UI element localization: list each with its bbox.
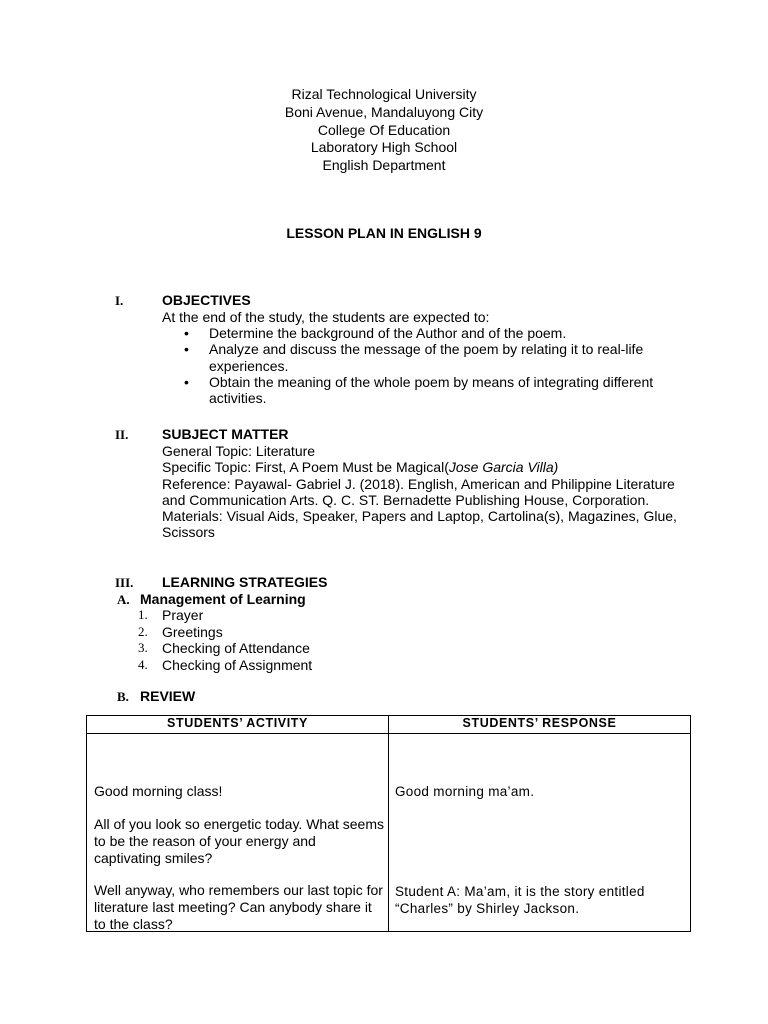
objective-text: Obtain the meaning of the whole poem by means of integrating different activities. <box>209 373 654 407</box>
review-letter: B. <box>117 689 129 704</box>
subject-matter-body <box>162 443 682 541</box>
learning-strategies-heading: LEARNING STRATEGIES <box>162 574 328 590</box>
students-activity-header: STUDENTS’ ACTIVITY <box>87 716 389 734</box>
university-name: Rizal Technological University <box>291 86 477 102</box>
bullet-icon: • <box>184 373 189 390</box>
management-item: 1. Prayer <box>138 607 204 623</box>
students-activity-cell <box>87 734 389 932</box>
school-name: Laboratory High School <box>310 139 458 156</box>
response-line: Student A: Ma’am, it is the story entitled “Charles” by Shirley Jackson. <box>395 884 645 916</box>
management-heading: Management of Learning <box>140 591 306 607</box>
activity-line: Good morning class! <box>94 783 223 799</box>
review-table <box>86 715 691 932</box>
reference: Reference: Payawal- Gabriel J. (2018). English, American and Philippine Literature and Communication Arts. Q. C. ST. Bernadette Publishing House, Corporation. <box>162 475 675 508</box>
general-topic: General Topic: Literature <box>162 443 316 459</box>
materials: Materials: Visual Aids, Speaker, Papers and Laptop, Cartolina(s), Magazines, Glue, Scissors <box>162 508 677 541</box>
college-name: College Of Education <box>317 121 451 138</box>
bullet-icon: • <box>184 325 189 341</box>
specific-topic-author: Jose Garcia Villa) <box>448 459 559 476</box>
activity-line: Well anyway, who remembers our last topic for literature last meeting? Can anybody share it to the class? <box>94 882 383 932</box>
management-item: 2. Greetings <box>138 623 223 640</box>
objective-item <box>162 374 662 407</box>
response-line: Good morning ma’am. <box>395 784 535 799</box>
management-letter: A. <box>117 592 130 607</box>
objectives-list <box>162 325 662 406</box>
learning-strategies-numeral: III. <box>115 575 134 590</box>
document-header <box>0 86 768 175</box>
review-table-header-row <box>87 716 691 734</box>
objective-item <box>162 341 662 374</box>
specific-topic-label: Specific Topic: First, A Poem Must be Magical( <box>162 459 449 476</box>
department-name: English Department <box>322 157 446 174</box>
review-heading: REVIEW <box>140 688 196 704</box>
objective-item <box>162 325 662 341</box>
students-response-cell <box>389 734 691 932</box>
subject-matter-heading: SUBJECT MATTER <box>162 426 289 442</box>
students-response-header: STUDENTS’ RESPONSE <box>389 716 691 734</box>
bullet-icon: • <box>184 341 189 358</box>
objectives-intro: At the end of the study, the students are expected to: <box>162 309 490 325</box>
specific-topic <box>162 459 682 475</box>
management-list <box>138 607 312 673</box>
management-item: 3. Checking of Attendance <box>138 640 310 656</box>
activity-line: All of you look so energetic today. What seems to be the reason of your energy and captivating smiles? <box>94 816 384 866</box>
review-table-row <box>87 734 691 932</box>
university-address: Boni Avenue, Mandaluyong City <box>284 103 484 120</box>
objectives-heading: OBJECTIVES <box>162 292 251 308</box>
management-item: 4. Checking of Assignment <box>138 656 313 673</box>
objective-text: Determine the background of the Author and of the poem. <box>209 325 567 341</box>
objective-text: Analyze and discuss the message of the poem by relating it to real-life experiences. <box>209 341 644 374</box>
subject-matter-numeral: II. <box>115 427 129 442</box>
objectives-numeral: I. <box>115 293 124 308</box>
lesson-plan-title: LESSON PLAN IN ENGLISH 9 <box>286 225 482 241</box>
